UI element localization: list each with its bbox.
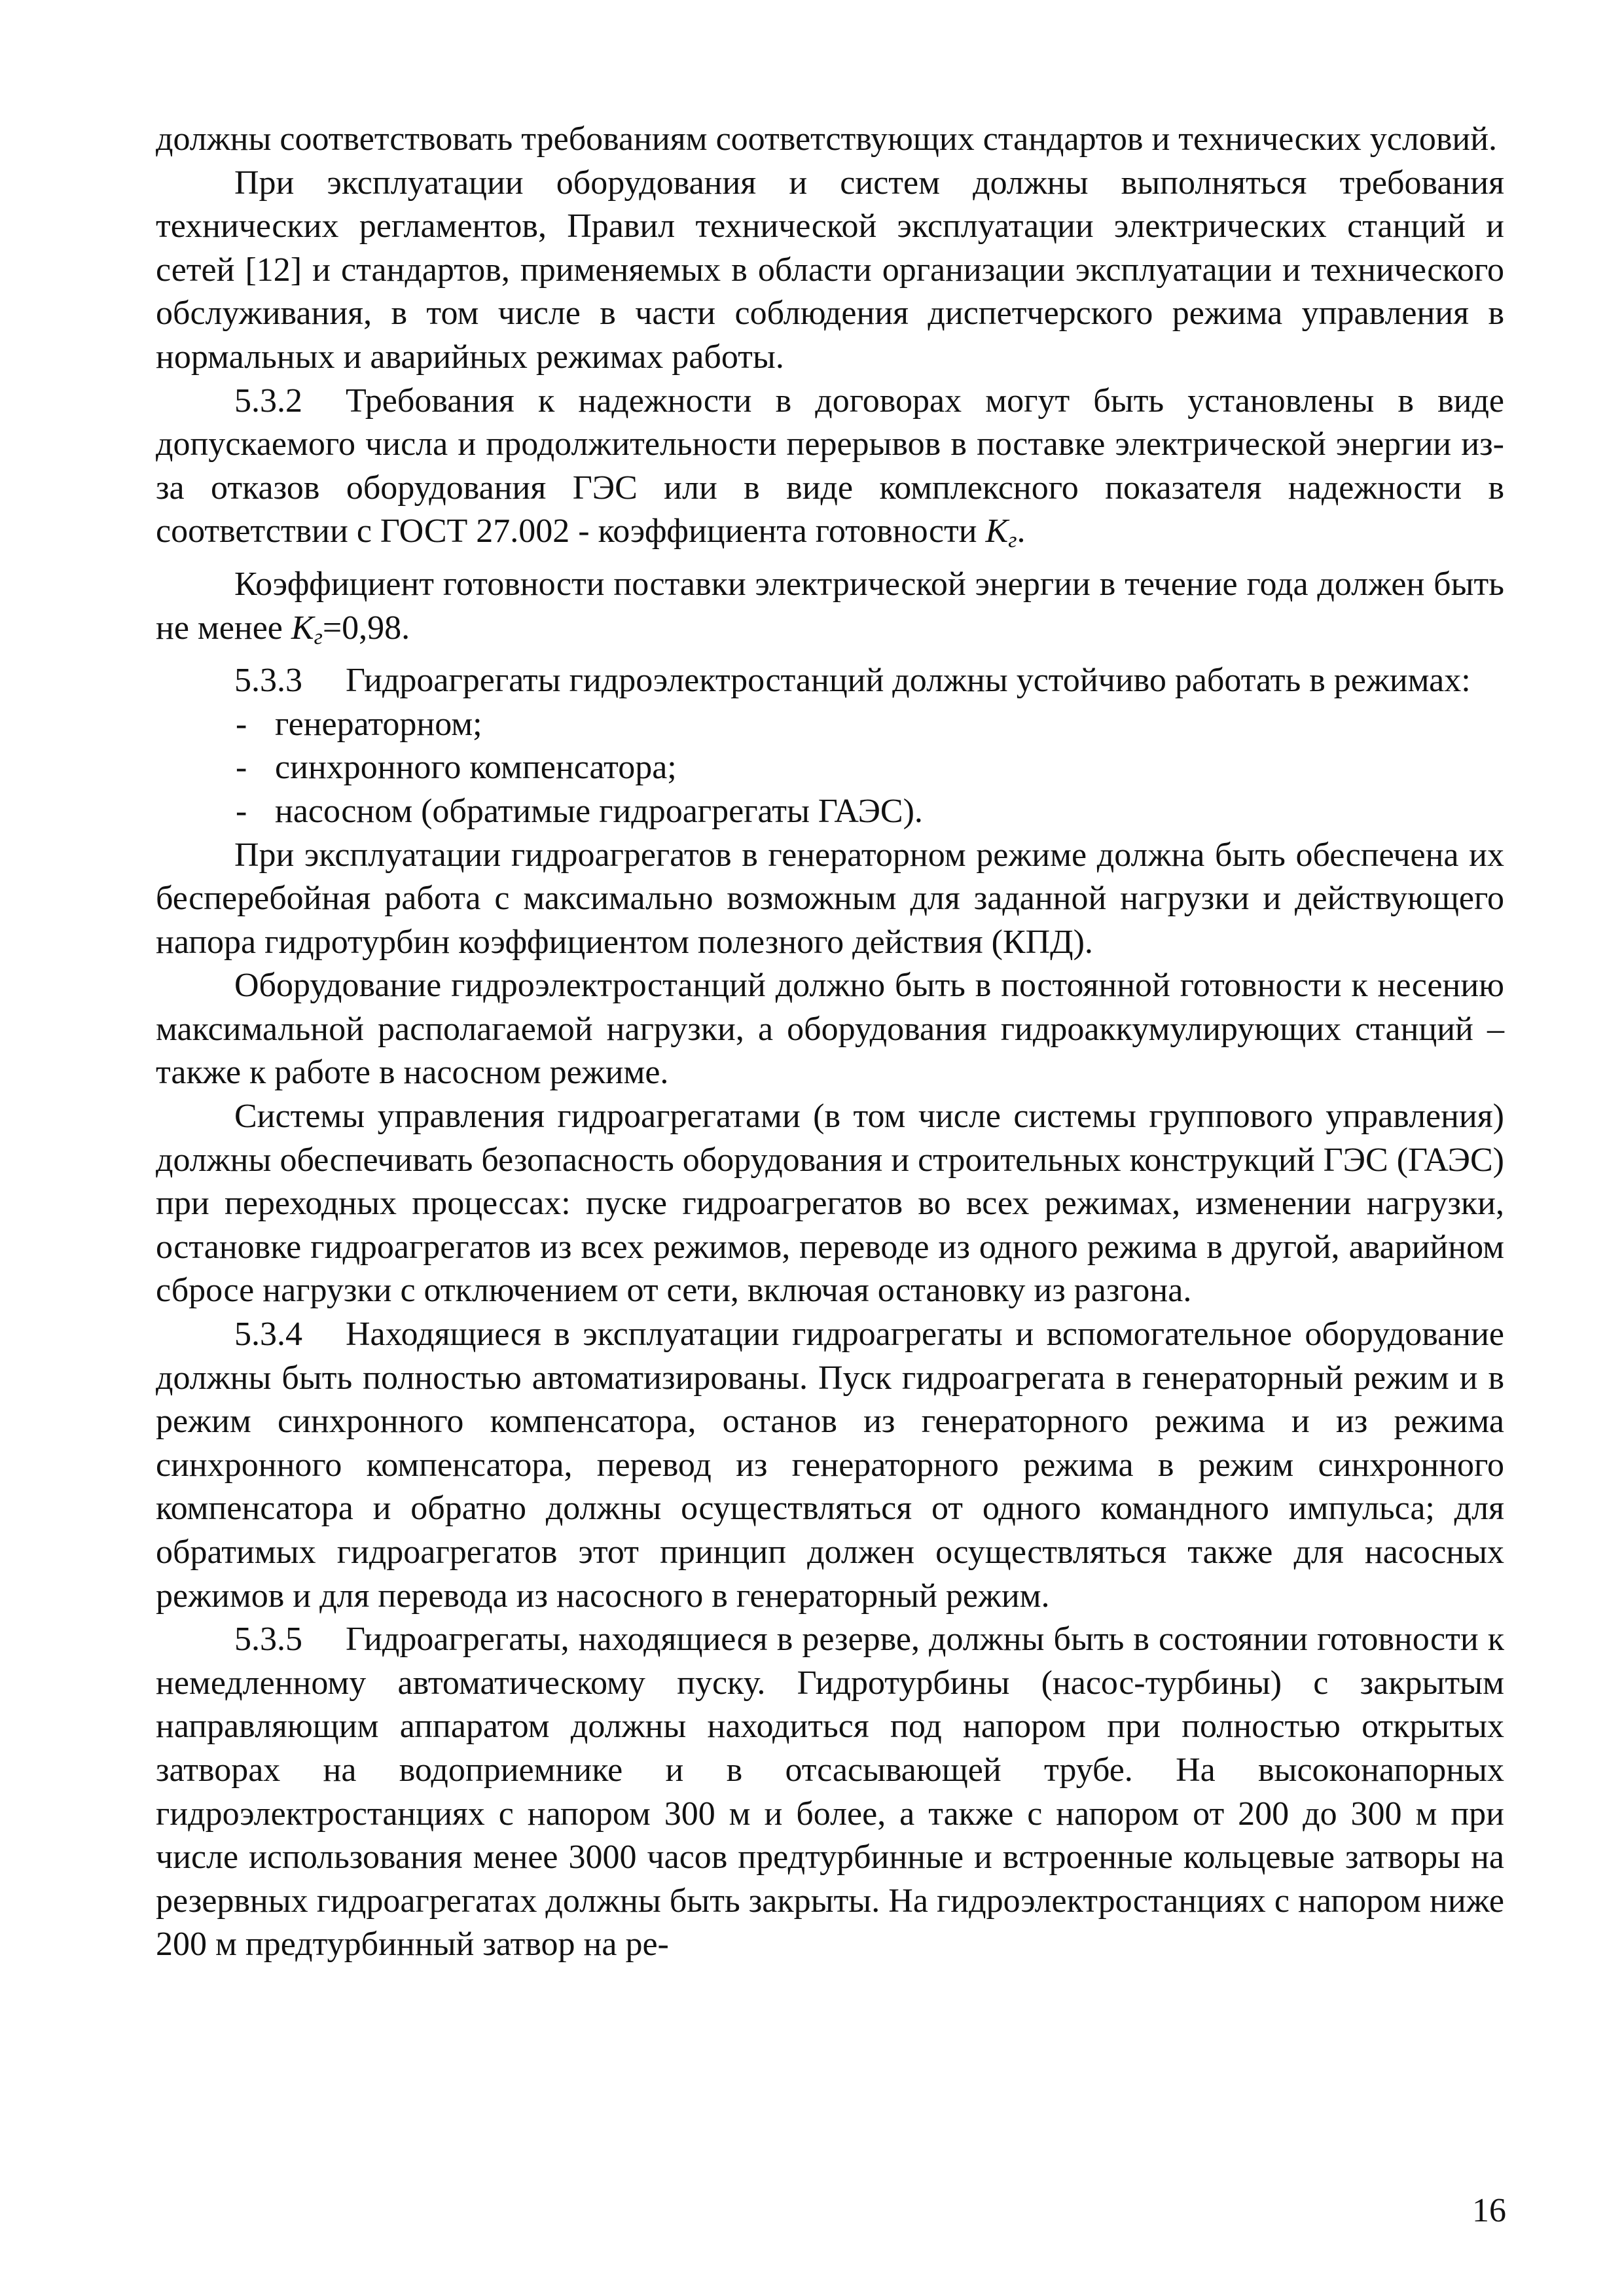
- paragraph-text: Коэффициент готовности поставки электрической энергии в течение года должен быть не менее: [156, 565, 1504, 647]
- list-dash: -: [236, 792, 247, 830]
- coefficient-value: =0,98.: [322, 609, 410, 647]
- clause-text: Находящиеся в эксплуатации гидроагрегаты и вспомогательное оборудование должны быть полностью автоматизированы. Пуск гидроагрегата в генераторный режим и в режим синхронного компенсатора, останов из генераторного режима и из режима синхронного компенсатора, перевод из генераторного режима в режим синхронного компенсатора и обратно должны осуществляться от одного командного импульса; для обратимых гидроагрегатов этот принцип должен осуществляться также для насосных режимов и для перевода из насосного в генераторный режим.: [156, 1316, 1504, 1615]
- list-item-text: генераторном;: [275, 705, 482, 743]
- coefficient-symbol: K: [985, 512, 1009, 550]
- coefficient-subscript: г: [314, 624, 323, 649]
- list-item: [156, 790, 1504, 834]
- coefficient-subscript: г: [1008, 528, 1017, 553]
- clause-5-3-2: [156, 380, 1504, 563]
- list-dash: -: [236, 749, 247, 787]
- list-item-text: насосном (обратимые гидроагрегаты ГАЭС).: [275, 792, 923, 830]
- clause-text: Гидроагрегаты гидроэлектростанций должны устойчиво работать в режимах:: [346, 662, 1471, 700]
- clause-text: Требования к надежности в договорах могут быть установлены в виде допускаемого числа и продолжительности перерывов в поставке электрической энергии из-за отказов оборудования ГЭС или в виде комплексного показателя надежности в соответствии с ГОСТ 27.002 - коэффициента готовности: [156, 382, 1504, 550]
- clause-end: .: [1017, 512, 1026, 550]
- list-dash: -: [236, 705, 247, 743]
- paragraph-readiness: Оборудование гидроэлектростанций должно быть в постоянной готовности к несению максимальной располагаемой нагрузки, а оборудования гидроаккумулирующих станций – также к работе в насосном режиме.: [156, 967, 1504, 1092]
- clause-number: 5.3.2: [234, 382, 302, 420]
- paragraph-operation-requirements: При эксплуатации оборудования и систем должны выполняться требования технических регламентов, Правил технической эксплуатации электрических станций и сетей [12] и стандартов, применяемых в области организации эксплуатации и технического обслуживания, в том числе в части соблюдения диспетчерского режима управления в нормальных и аварийных режимах работы.: [156, 164, 1504, 376]
- clause-5-3-3: [156, 659, 1504, 703]
- clause-number: 5.3.3: [234, 662, 302, 700]
- coefficient-symbol: K: [291, 609, 314, 647]
- list-item: [156, 703, 1504, 747]
- paragraph-continuation: должны соответствовать требованиям соответствующих стандартов и технических условий.: [156, 120, 1498, 158]
- clause-5-3-5: [156, 1618, 1504, 1967]
- clause-text: Гидроагрегаты, находящиеся в резерве, должны быть в состоянии готовности к немедленному автоматическому пуску. Гидротурбины (насос-турбины) с закрытым направляющим аппаратом должны находиться под напором при полностью открытых затворах на водоприемнике и в отсасывающей трубе. На высоконапорных гидроэлектростанциях с напором 300 м и более, а также с напором от 200 до 300 м при числе использования менее 3000 часов предтурбинные и встроенные кольцевые затворы на резервных гидроагрегатах должны быть закрыты. На гидроэлектростанциях с напором ниже 200 м предтурбинный затвор на ре-: [156, 1621, 1504, 1964]
- clause-number: 5.3.4: [234, 1316, 302, 1354]
- paragraph-control-systems: Системы управления гидроагрегатами (в том числе системы группового управления) должны обеспечивать безопасность оборудования и строительных конструкций ГЭС (ГАЭС) при переходных процессах: пуске гидроагрегатов во всех режимах, изменении нагрузки, остановке гидроагрегатов из всех режимов, переводе из одного режима в другой, аварийном сбросе нагрузки с отключением от сети, включая остановку из разгона.: [156, 1098, 1504, 1310]
- modes-list: [156, 703, 1504, 834]
- clause-5-3-4: [156, 1313, 1504, 1618]
- list-item: [156, 746, 1504, 790]
- paragraph-generator-mode: При эксплуатации гидроагрегатов в генераторном режиме должна быть обеспечена их бесперебойная работа с максимально возможным для заданной нагрузки и действующего напора гидротурбин коэффициентом полезного действия (КПД).: [156, 836, 1504, 961]
- page-number: 16: [1472, 2192, 1506, 2229]
- document-body: [156, 118, 1504, 1967]
- list-item-text: синхронного компенсатора;: [275, 749, 677, 787]
- clause-number: 5.3.5: [234, 1621, 302, 1659]
- paragraph-availability-coefficient: [156, 563, 1504, 659]
